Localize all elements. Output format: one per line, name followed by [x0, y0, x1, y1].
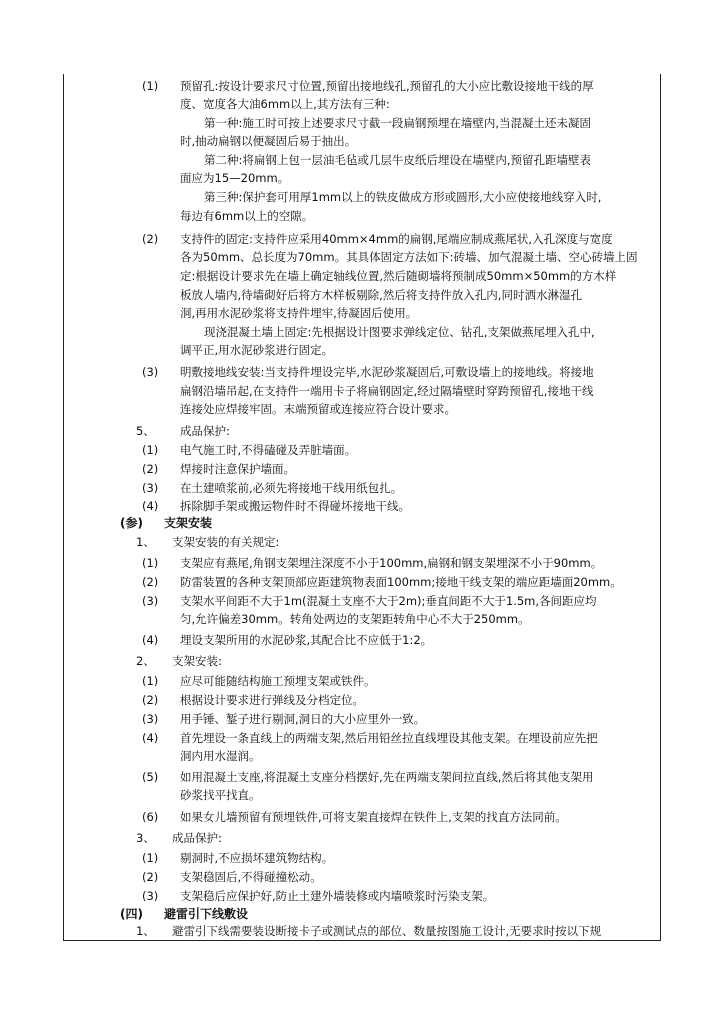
text-line: 支持件的固定:支持件应采用40mm×4mm的扁钢,尾端应制成燕尾状,入孔深度与宽度	[180, 232, 613, 246]
text-line: 埋设支架所用的水泥砂浆,其配合比不应低于1:2。	[180, 633, 433, 647]
item-number: (3)	[142, 365, 159, 379]
text-line: 防雷装置的各种支架顶部应距建筑物表面100mm;接地干线支架的端应距墙面20mm。	[180, 575, 622, 589]
section-number: 3、	[136, 831, 155, 845]
section-number: 2、	[136, 654, 155, 668]
item-number: (2)	[142, 462, 159, 476]
text-line: 支架应有燕尾,角钢支架埋注深度不小于100mm,扁钢和钢支架埋深不小于90mm。	[180, 556, 603, 570]
text-line: 第二种:将扁钢上包一层油毛毡或几层牛皮纸后埋设在墙壁内,预留孔距墙壁表	[204, 153, 592, 167]
section-number: 1、	[136, 924, 155, 938]
text-line: 第一种:施工时可按上述要求尺寸截一段扁钢预埋在墙壁内,当混凝土还未凝固	[204, 116, 592, 130]
item-number: (1)	[142, 851, 159, 865]
text-line: 预留孔:按设计要求尺寸位置,预留出接地线孔,预留孔的大小应比敷设接地干线的厚	[180, 79, 594, 93]
text-line: 面应为15—20mm。	[180, 171, 290, 185]
text-line: 砂浆找平找直。	[180, 788, 261, 802]
text-line: 焊接时注意保护墙面。	[180, 462, 295, 476]
item-number: (4)	[142, 499, 159, 513]
text-line: 板放人墙内,待墙砌好后将方木样板剔除,然后将支持件放入孔内,同时洒水淋湿孔	[180, 288, 582, 302]
text-line: 避雷引下线需要装设断接卡子或测试点的部位、数量按图施工设计,无要求时按以下规	[172, 924, 602, 938]
section-title: 成品保护:	[180, 424, 230, 438]
text-line: 第三种:保护套可用厚1mm以上的铁皮做成方形或圆形,大小应使接地线穿入时,	[204, 190, 602, 204]
item-number: (3)	[142, 481, 159, 495]
text-line: 根据设计要求进行弹线及分档定位。	[180, 693, 364, 707]
text-line: 在土建喷浆前,必须先将接地干线用纸包扎。	[180, 481, 403, 495]
text-line: 洞内用水湿润。	[180, 749, 261, 763]
text-line: 应尽可能随结构施工预埋支架或铁件。	[180, 674, 376, 688]
item-number: (2)	[142, 575, 159, 589]
item-number: (1)	[142, 674, 159, 688]
text-line: 扁钢沿墙吊起,在支持件一端用卡子将扁钢固定,经过隔墙壁时穿跨预留孔,接地干线	[180, 384, 594, 398]
text-line: 匀,允许偏差30mm。转角处两边的支架距转角中心不大于250mm。	[180, 612, 530, 626]
chapter-number: (参)	[120, 516, 143, 530]
item-number: (2)	[142, 232, 159, 246]
text-line: 拆除脚手架或搬运物件时不得碰坏接地干线。	[180, 499, 410, 513]
item-number: (1)	[142, 79, 159, 93]
section-number: 5、	[136, 424, 155, 438]
chapter-number: (四)	[120, 907, 143, 921]
item-number: (1)	[142, 443, 159, 457]
text-line: 剔洞时,不应损坏建筑物结构。	[180, 851, 334, 865]
text-line: 首先埋设一条直线上的两端支架,然后用铅丝拉直线埋设其他支架。在埋设前应先把	[180, 731, 598, 745]
section-title: 支架安装的有关规定:	[172, 535, 280, 549]
document-frame	[63, 74, 661, 941]
text-line: 如用混凝土支座,将混凝土支座分档摆好,先在两端支架间拉直线,然后将其他支架用	[180, 770, 594, 784]
item-number: (4)	[142, 731, 159, 745]
text-line: 每边有6mm以上的空隙。	[180, 209, 314, 223]
item-number: (6)	[142, 810, 159, 824]
text-line: 调平正,用水泥砂浆进行固定。	[180, 343, 334, 357]
text-line: 时,抽动扁钢以便凝固后易于抽出。	[180, 134, 357, 148]
text-line: 如果女儿墙预留有预埋铁件,可将支架直接焊在铁件上,支架的找直方法同前。	[180, 810, 567, 824]
item-number: (2)	[142, 693, 159, 707]
text-line: 明敷接地线安装:当支持件埋设完毕,水泥砂浆凝固后,可敷设墙上的接地线。将接地	[180, 365, 594, 379]
text-line: 度、宽度各大油6mm以上,其方法有三种:	[180, 97, 390, 111]
chapter-title: 避雷引下线敷设	[164, 907, 249, 921]
section-number: 1、	[136, 535, 155, 549]
chapter-title: 支架安装	[164, 516, 213, 530]
text-line: 电气施工时,不得磕碰及弄脏墙面。	[180, 443, 357, 457]
section-title: 支架安装:	[172, 654, 222, 668]
section-title: 成品保护:	[172, 831, 222, 845]
item-number: (4)	[142, 633, 159, 647]
text-line: 定:根据设计要求先在墙上确定轴线位置,然后随砌墙将预制成50mm×50mm的方木样	[180, 269, 617, 283]
item-number: (3)	[142, 594, 159, 608]
item-number: (1)	[142, 556, 159, 570]
text-line: 支架稳固后,不得碰撞松动。	[180, 870, 322, 884]
item-number: (5)	[142, 770, 159, 784]
item-number: (3)	[142, 712, 159, 726]
text-line: 连接处应焊接牢固。末端预留或连接应符合设计要求。	[180, 402, 456, 416]
text-line: 用手锤、錾子进行剔洞,洞日的大小应里外一致。	[180, 712, 426, 726]
item-number: (3)	[142, 889, 159, 903]
text-line: 支架水平间距不大于1m(混凝土支座不大于2m);垂直间距不大于1.5m,各间距应均	[180, 594, 597, 608]
text-line: 支架稳后应保护好,防止土建外墙装修或内墙喷浆时污染支架。	[180, 889, 495, 903]
text-line: 现浇混凝土墙上固定:先根据设计图要求弹线定位、钻孔,支架做燕尾埋入孔中,	[204, 325, 595, 339]
item-number: (2)	[142, 870, 159, 884]
text-line: 洞,再用水泥砂浆将支持件埋牢,待凝固后使用。	[180, 306, 418, 320]
text-line: 各为50mm、总长度为70mm。其具体固定方法如下:砖墙、加气混凝土墙、空心砖墙上固	[180, 250, 638, 264]
